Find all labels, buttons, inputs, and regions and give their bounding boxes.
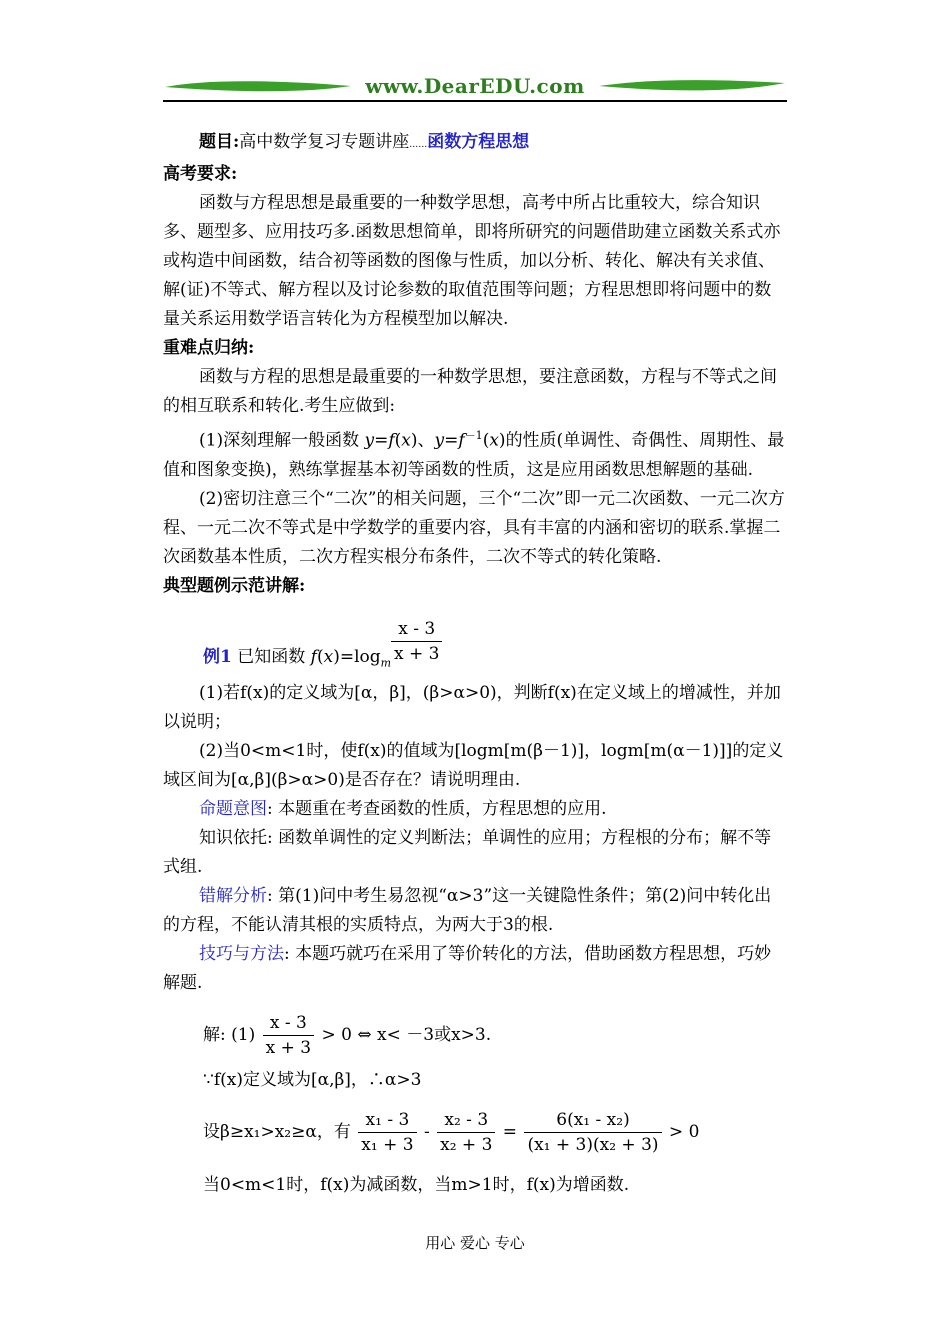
- question-1: (1)若f(x)的定义域为[α，β]，(β>α>0)，判断f(x)在定义域上的增减性，并加以说明；: [163, 682, 781, 732]
- error-label: 错解分析: [199, 885, 267, 906]
- site-url: www.DearEDU.com: [365, 74, 585, 98]
- solution-prefix: 解: (1): [203, 1024, 256, 1045]
- fraction-difference: $\frac{\text{6(x₁ - x₂)}}{\text{(x₁ + 3)(x₂ + 3)}}$: [524, 1108, 661, 1157]
- keypoint-2: (2)密切注意三个“二次”的相关问题，三个“二次”即一元二次函数、一元二次方程、一元二次不等式是中学数学的重要内容，具有丰富的内涵和密切的联系.掌握二次函数基本性质，二次方程实根分布条件，二次不等式的转化策略.: [163, 488, 785, 567]
- monotonic-proof-line: 设β≥x₁>x₂≥α，有 $\frac{\text{x₁ - 3}}{\text{x₁ + 3}}$ - $\frac{\text{x₂ - 3}}{\text{x₂ + 3}}$ = $\frac{\text{6(x₁ - x₂)}}{\text{(x₁ + 3)(x₂ + 3)}}$ > 0: [203, 1109, 700, 1155]
- title-dots: ……: [409, 140, 428, 150]
- error-line: [163, 882, 787, 940]
- error-text: : 第(1)问中考生易忽视“α>3”这一关键隐性条件；第(2)问中转化出的方程，不能认清其根的实质特点，为两大于3的根.: [163, 885, 772, 935]
- solution-step-1: [163, 1008, 787, 1062]
- page-header: [163, 70, 787, 102]
- title-line: [163, 128, 787, 160]
- knowledge-line: 知识依托: 函数单调性的定义判断法；单调性的应用；方程根的分布；解不等式组.: [163, 827, 772, 877]
- fraction-x2: $\frac{\text{x₂ - 3}}{\text{x₂ + 3}}$: [437, 1108, 495, 1157]
- intent-label: 命题意图: [199, 798, 267, 819]
- skill-line: [163, 940, 787, 998]
- example-1-statement: $\frac{x - 3}{x + 3}$ 例1 已知函数 $f(x)=\log_m$: [163, 619, 787, 679]
- keypoints-intro: 函数与方程的思想是最重要的一种数学思想，要注意函数，方程与不等式之间的相互联系和转化.考生应做到:: [163, 367, 777, 416]
- fraction-x1: $\frac{\text{x₁ - 3}}{\text{x₁ + 3}}$: [358, 1108, 416, 1157]
- set-prefix: 设β≥x₁>x₂≥α，有: [203, 1121, 351, 1142]
- skill-text: : 本题巧就巧在采用了等价转化的方法，借助函数方程思想，巧妙解题.: [163, 943, 772, 993]
- intent-line: [163, 795, 787, 824]
- header-rule: [163, 100, 787, 102]
- page-footer: 用心 爱心 专心: [425, 1234, 525, 1252]
- keypoint-1: (1)深刻理解一般函数 y=f(x)、$y=f^{-1}(x)$的性质(单调性、奇偶性、周期性、最值和图象变换)，熟练掌握基本初等函数的性质，这是应用函数思想解题的基础.: [163, 429, 785, 480]
- fraction-numerator: x - 3: [391, 617, 442, 642]
- example-text: 已知函数: [237, 646, 306, 667]
- solution-condition: > 0 ⇔ x< －3或x>3.: [321, 1024, 492, 1045]
- title-topic: 函数方程思想: [427, 132, 530, 152]
- keypoint-1-start: (1)深刻理解一般函数: [199, 430, 360, 451]
- section-heading-examples: 典型题例示范讲解:: [163, 575, 306, 596]
- condition-fraction: $\frac{x - 3}{x + 3}$: [263, 1011, 314, 1060]
- domain-line: ∵f(x)定义域为[α,β]，∴α>3: [203, 1069, 422, 1090]
- conclusion-line: 当0<m<1时，f(x)为减函数，当m>1时，f(x)为增函数.: [203, 1174, 630, 1195]
- intent-text: : 本题重在考查函数的性质，方程思想的应用.: [267, 798, 607, 819]
- keypoint-1-rest: 的性质(单调性、奇偶性、周期性、最值和图象变换)，熟练掌握基本初等函数的性质，这是应用函数思想解题的基础.: [163, 430, 785, 480]
- document-body: [163, 128, 787, 1200]
- fraction-denominator: x + 3: [394, 643, 440, 664]
- title-text: 高中数学复习专题讲座: [239, 132, 410, 152]
- log-argument-fraction: [391, 617, 442, 666]
- section-heading-keypoints: 重难点归纳:: [163, 338, 255, 358]
- section-heading-requirements: 高考要求:: [163, 164, 238, 184]
- example-label: 例1: [203, 646, 232, 667]
- question-2: (2)当0<m<1时，使f(x)的值域为[logm[m(β－1)]，logm[m(α－1)]]的定义域区间为[α,β](β>α>0)是否存在？请说明理由.: [163, 740, 784, 790]
- title-label: 题目:: [199, 132, 240, 152]
- right-leaf-decoration: [597, 78, 787, 96]
- requirements-body: 函数与方程思想是最重要的一种数学思想，高考中所占比重较大，综合知识多、题型多、应用技巧多.函数思想简单，即将所研究的问题借助建立函数关系式亦或构造中间函数，结合初等函数的图像与性质，加以分析、转化、解决有关求值、解(证)不等式、解方程以及讨论参数的取值范围等问题；方程思想即将问题中的数量关系运用数学语言转化为方程模型加以解决.: [163, 193, 781, 329]
- skill-label: 技巧与方法: [199, 943, 284, 964]
